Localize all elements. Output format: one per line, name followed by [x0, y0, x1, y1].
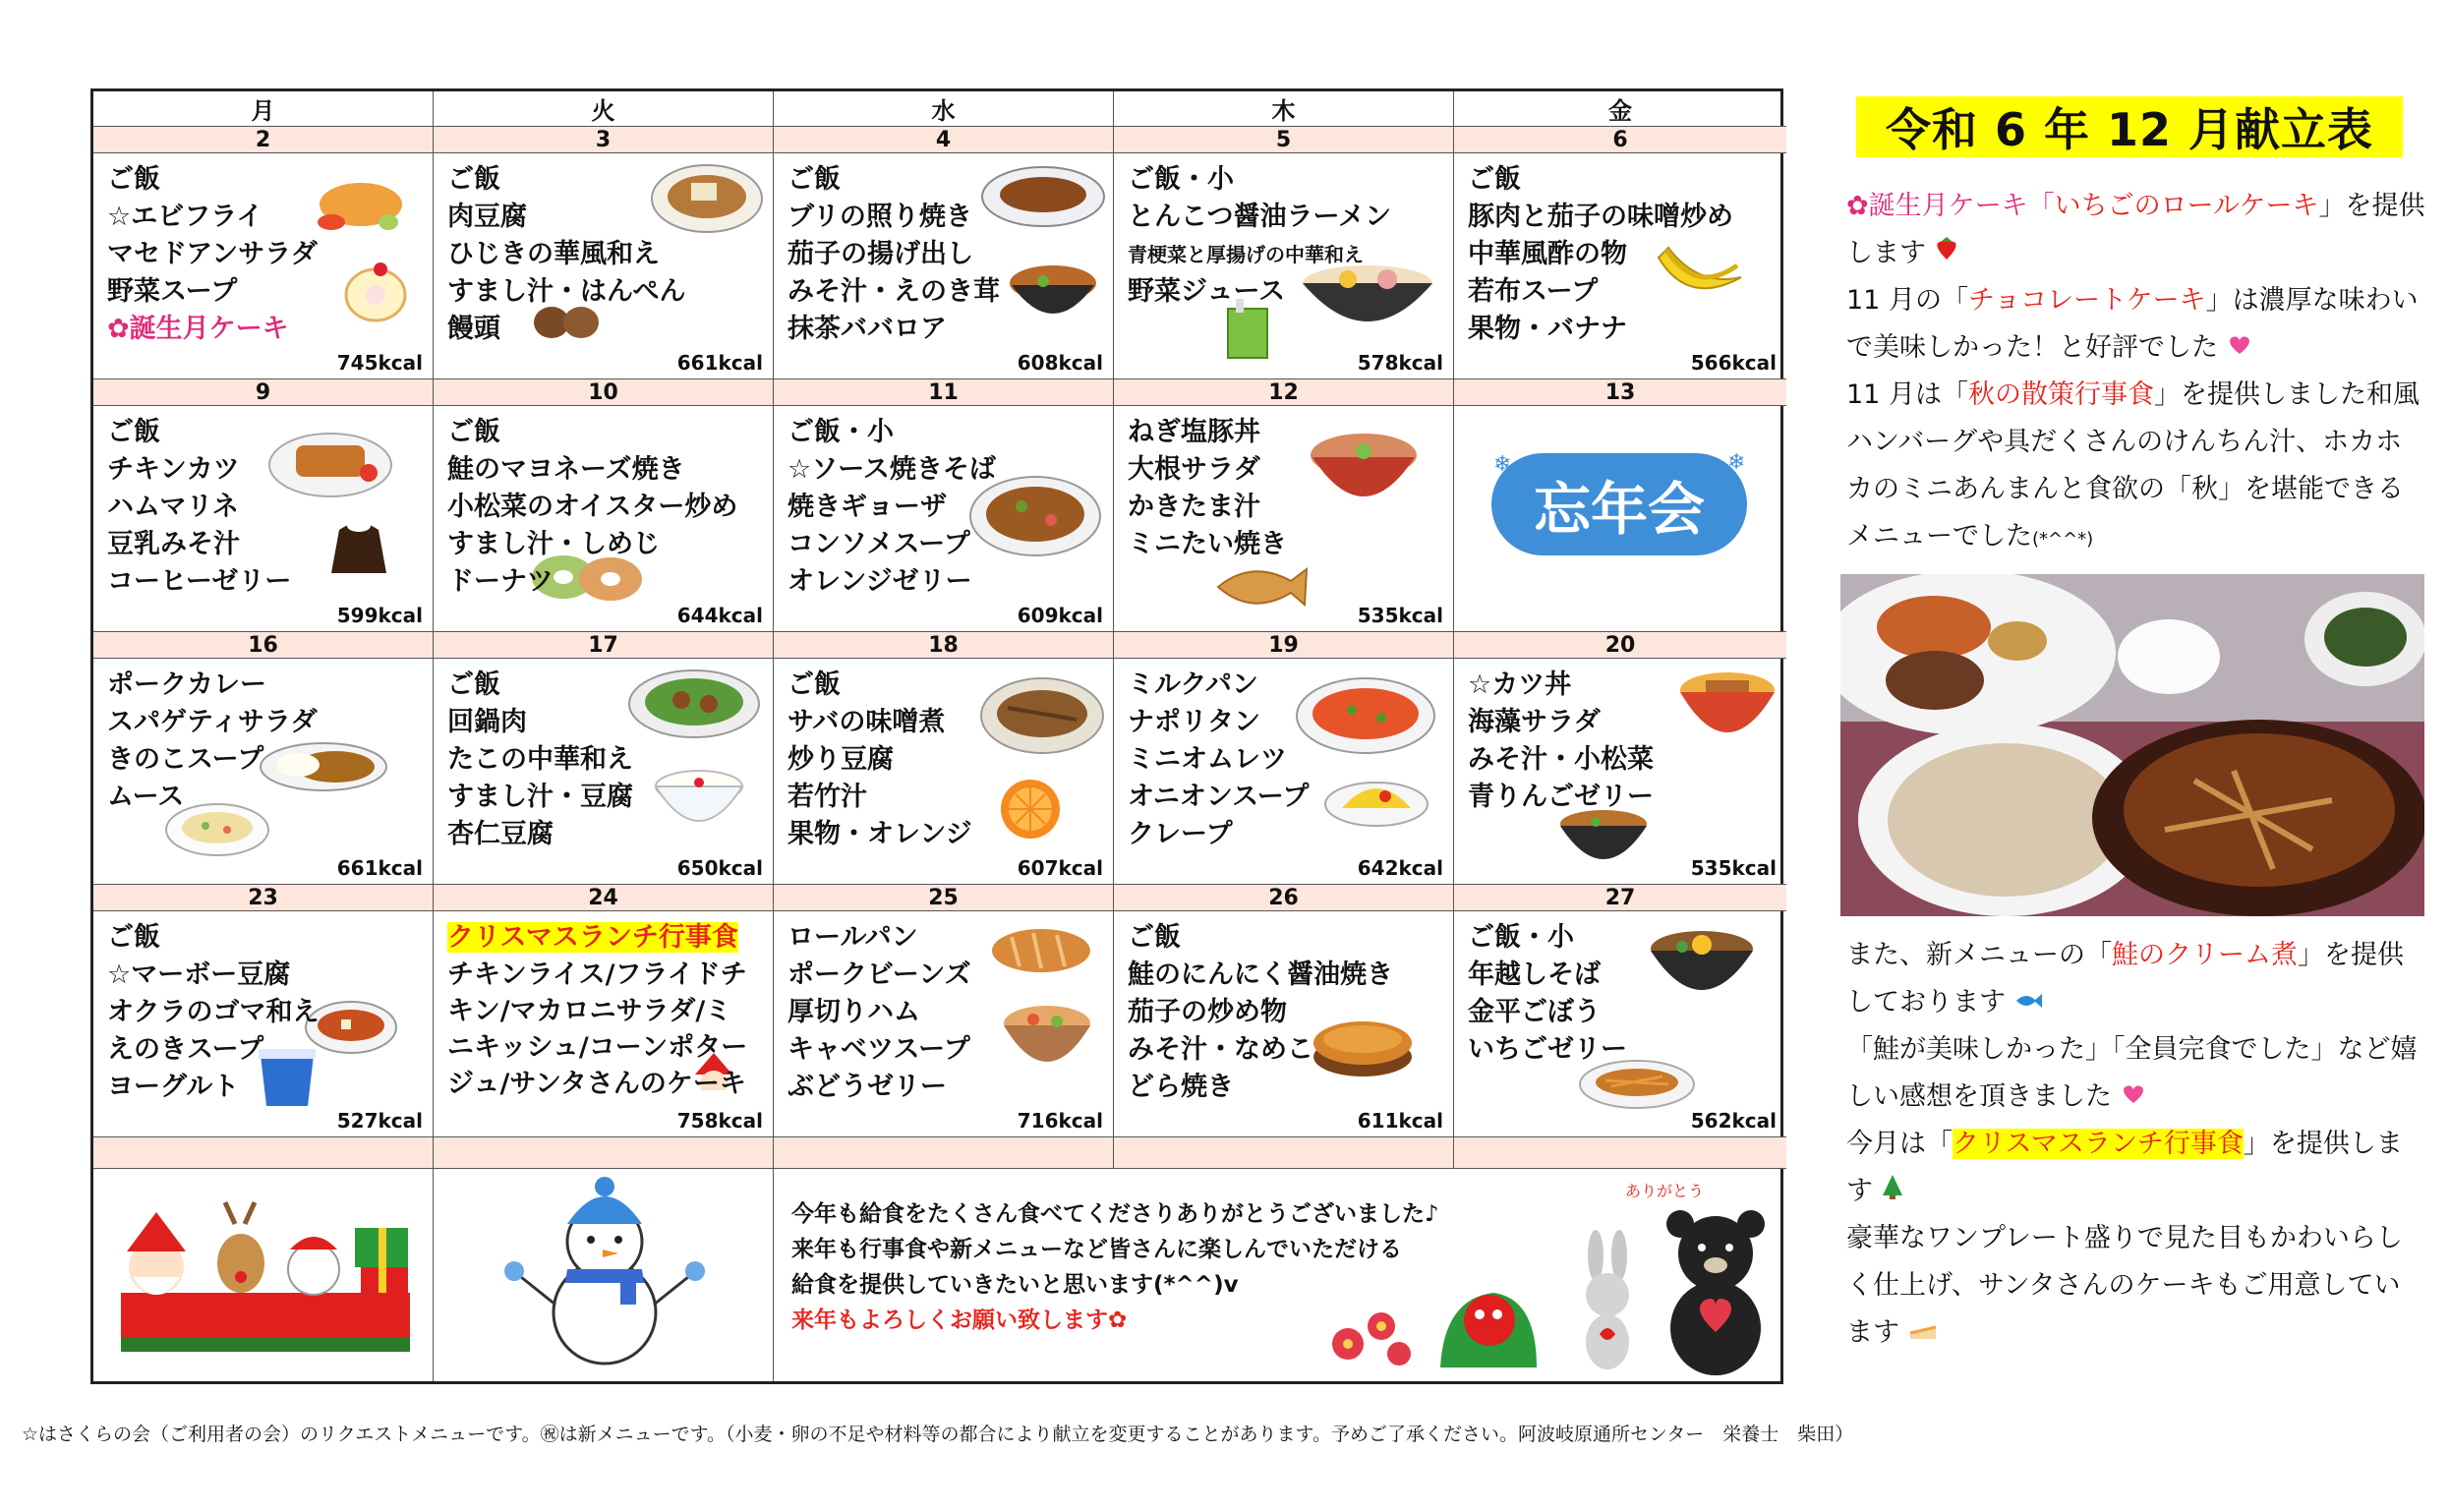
date-number: 23 [93, 885, 434, 911]
day-cell [93, 406, 434, 632]
menu-item: 若布スープ [1468, 276, 1599, 307]
note-highlight: 秋の散策行事食 [1967, 379, 2154, 410]
christmas-illustration-cell [93, 1169, 434, 1381]
day-cell [434, 911, 774, 1137]
menu-item: かきたま汁 [1128, 492, 1260, 522]
svg-text:❄: ❄ [1493, 452, 1512, 477]
menu-item: 中華風酢の物 [1468, 239, 1627, 269]
menu-item: 炒り豆腐 [787, 744, 894, 775]
menu-item: ブリの照り焼き [787, 202, 972, 232]
date-number: 19 [1114, 632, 1454, 659]
note-highlight: 鮭のクリーム煮 [2112, 940, 2298, 970]
santa-train-icon [113, 1194, 418, 1362]
date-number: 2 [93, 127, 434, 153]
spacer-cell [1114, 1137, 1454, 1169]
menu-item: クレープ [1128, 819, 1233, 849]
menu-item: えのきスープ [107, 1034, 264, 1065]
shishimai-lion-icon [1434, 1279, 1543, 1373]
note-text: 」を提供します [1846, 191, 2425, 268]
message-line: 今年も給食をたくさん食べてくださりありがとうございました♪ [791, 1201, 1439, 1227]
kcal-value: 608kcal [1017, 351, 1103, 375]
notes-block-1 [1846, 183, 2426, 563]
note-highlight: いちごのロールケーキ [2054, 191, 2319, 221]
menu-item: ご飯・小 [787, 417, 894, 447]
strawberry-icon [1935, 236, 1958, 262]
date-number: 24 [434, 885, 774, 911]
date-number: 25 [774, 885, 1114, 911]
menu-item: ご飯・小 [1128, 164, 1234, 195]
menu-item: ミニオムレツ [1128, 744, 1287, 775]
menu-item: キャベツスープ [787, 1034, 970, 1065]
menu-item: チキンカツ [107, 454, 240, 485]
menu-item: ✿誕生月ケーキ [107, 314, 289, 344]
menu-item: 杏仁豆腐 [447, 819, 554, 849]
note-text: 11 月は「 [1846, 379, 1968, 410]
kcal-value: 661kcal [336, 856, 423, 880]
event-highlight: クリスマスランチ行事食 [447, 922, 738, 953]
day-cell [774, 911, 1114, 1137]
menu-item: ご飯・小 [1468, 922, 1574, 953]
menu-item: コンソメスープ [787, 529, 970, 559]
kcal-value: 607kcal [1017, 856, 1103, 880]
message-cell [774, 1169, 1786, 1381]
weekday-wed: 水 [774, 91, 1114, 127]
weekday-thu: 木 [1114, 91, 1454, 127]
date-number: 17 [434, 632, 774, 659]
kcal-value: 644kcal [676, 604, 763, 627]
kcal-value: 566kcal [1690, 351, 1777, 375]
taiyaki-icon [1212, 561, 1311, 612]
menu-item: スパゲティサラダ [107, 707, 318, 737]
menu-item: すまし汁・豆腐 [447, 782, 633, 812]
date-number: 4 [774, 127, 1114, 153]
message-line: 給食を提供していきたいと思います(*^^)v [791, 1272, 1239, 1298]
day-cell [1114, 153, 1454, 379]
weekday-mon: 月 [93, 91, 434, 127]
menu-item: 焼きギョーザ [787, 492, 947, 522]
menu-item: マセドアンサラダ [107, 239, 318, 269]
menu-item: コーヒーゼリー [107, 566, 292, 597]
menu-item: ☆エビフライ [107, 202, 263, 232]
day-cell [774, 153, 1114, 379]
note-text: 」を提供しました和風ハンバーグや具だくさんのけんちん汁、ホカホカのミニあんまんと食欲の「秋」を堪能できるメニューでした [1846, 379, 2420, 552]
day-cell [1114, 659, 1454, 885]
day-cell [434, 659, 774, 885]
note-highlight: チョコレートケーキ [1967, 285, 2206, 316]
bear-with-heart-icon [1659, 1202, 1773, 1377]
kcal-value: 661kcal [676, 351, 763, 375]
menu-item: みそ汁・なめこ [1128, 1034, 1313, 1065]
menu-item: ミルクパン [1128, 669, 1258, 700]
page-title: 令和 6 年 12 月献立表 [1856, 96, 2403, 157]
spacer-cell [774, 1137, 1114, 1169]
menu-item: ポークビーンズ [787, 960, 971, 990]
menu-item: みそ汁・小松菜 [1468, 744, 1654, 775]
date-number: 11 [774, 379, 1114, 406]
menu-item: ねぎ塩豚丼 [1128, 417, 1260, 447]
menu-item: 果物・オレンジ [787, 819, 972, 849]
kcal-value: 535kcal [1357, 604, 1443, 627]
day-cell [1454, 659, 1786, 885]
spacer-cell [93, 1137, 434, 1169]
day-cell [1454, 406, 1786, 632]
note-text: 」を提供しております [1846, 940, 2404, 1018]
menu-item: ご飯 [447, 417, 500, 447]
kcal-value: 599kcal [336, 604, 423, 627]
note-text: また、新メニューの「 [1846, 940, 2112, 970]
menu-item: ナポリタン [1128, 707, 1260, 737]
menu-item: 厚切りハム [787, 997, 920, 1027]
menu-item: 野菜スープ [107, 276, 238, 307]
date-number: 16 [93, 632, 434, 659]
menu-item: ドーナツ [447, 566, 554, 597]
menu-item: ご飯 [447, 669, 500, 700]
snowman-illustration-cell [434, 1169, 774, 1381]
day-cell [774, 406, 1114, 632]
day-cell [93, 153, 434, 379]
menu-item: 青りんごゼリー [1468, 782, 1654, 812]
heart-icon [2227, 334, 2252, 356]
date-number: 3 [434, 127, 774, 153]
menu-item: 回鍋肉 [447, 707, 527, 737]
menu-item: きのこスープ [107, 744, 264, 775]
menu-item: 豆乳みそ汁 [107, 529, 240, 559]
date-number: 18 [774, 632, 1114, 659]
menu-item: オニオンスープ [1128, 782, 1310, 812]
cake-icon [1908, 1319, 1938, 1341]
weekday-fri: 金 [1454, 91, 1786, 127]
weekday-tue: 火 [434, 91, 774, 127]
menu-item: 抹茶ババロア [787, 314, 947, 344]
menu-item: 若竹汁 [787, 782, 867, 812]
notes-block-2 [1846, 932, 2426, 1357]
menu-item: ご飯 [787, 164, 841, 195]
menu-item: どら焼き [1128, 1072, 1234, 1102]
note-text: 」は濃厚な味わいで美味しかった！と好評でした [1846, 285, 2419, 363]
spacer-cell [1454, 1137, 1786, 1169]
day-cell [1454, 153, 1786, 379]
day-cell [1454, 911, 1786, 1137]
kcal-value: 578kcal [1357, 351, 1443, 375]
day-cell [434, 406, 774, 632]
day-cell [93, 911, 434, 1137]
note-text: 豪華なワンプレート盛りで見た目もかわいらしく仕上げ、サンタさんのケーキもご用意しています [1846, 1223, 2403, 1348]
menu-item: ポークカレー [107, 669, 266, 700]
date-number: 9 [93, 379, 434, 406]
date-number: 6 [1454, 127, 1786, 153]
menu-item: 小松菜のオイスター炒め [447, 492, 738, 522]
kcal-value: 609kcal [1017, 604, 1103, 627]
menu-calendar [90, 88, 1783, 1384]
kcal-value: 535kcal [1690, 856, 1777, 880]
kcal-value: 745kcal [336, 351, 423, 375]
arigatou-label: ありがとう [1625, 1182, 1705, 1200]
menu-item: ご飯 [107, 922, 160, 953]
date-number: 20 [1454, 632, 1786, 659]
menu-item: いちごゼリー [1468, 1034, 1627, 1065]
menu-item: ご飯 [1128, 922, 1181, 953]
kcal-value: 642kcal [1357, 856, 1443, 880]
menu-item: みそ汁・えのき茸 [787, 276, 1000, 307]
note-text: 」を提供します [1846, 1129, 2403, 1206]
menu-item: ご飯 [107, 164, 160, 195]
menu-item: オレンジゼリー [787, 566, 972, 597]
menu-item: ご飯 [107, 417, 160, 447]
menu-item: ロールパン [787, 922, 918, 953]
day-cell [1114, 911, 1454, 1137]
menu-item: ひじきの華風和え [447, 239, 660, 269]
menu-item: ミニたい焼き [1128, 529, 1287, 559]
menu-item: ご飯 [1468, 164, 1521, 195]
menu-item: ☆ソース焼きそば [787, 454, 996, 485]
menu-item: サバの味噌煮 [787, 707, 946, 737]
menu-item: すまし汁・はんぺん [447, 276, 686, 307]
menu-item: オクラのゴマ和え [107, 997, 320, 1027]
food-photo [1840, 574, 2424, 916]
menu-item: ムース [107, 782, 185, 812]
kcal-value: 562kcal [1690, 1109, 1777, 1133]
note-emoticon: (*^^*) [2032, 529, 2094, 550]
menu-item: ぶどうゼリー [787, 1072, 947, 1102]
menu-item: ハムマリネ [107, 492, 239, 522]
kcal-value: 716kcal [1017, 1109, 1103, 1133]
note-text: 「鮭が美味しかった」「全員完食でした」など嬉しい感想を頂きました [1846, 1034, 2418, 1112]
kcal-value: 650kcal [676, 856, 763, 880]
christmas-tree-icon [1882, 1174, 1903, 1199]
message-line: 来年も行事食や新メニューなど皆さんに楽しんでいただける [791, 1237, 1402, 1262]
note-text: 11 月の「 [1846, 285, 1968, 316]
date-number: 13 [1454, 379, 1786, 406]
fish-icon [2014, 991, 2042, 1011]
menu-item: 鮭のにんにく醤油焼き [1128, 960, 1393, 990]
menu-item: 鮭のマヨネーズ焼き [447, 454, 685, 485]
menu-item: ☆マーボー豆腐 [107, 960, 291, 990]
day-cell [1114, 406, 1454, 632]
menu-item: 青梗菜と厚揚げの中華和え [1128, 243, 1364, 266]
day-cell [434, 153, 774, 379]
kcal-value: 527kcal [336, 1109, 423, 1133]
menu-item: 野菜ジュース [1128, 276, 1286, 307]
snowman-icon [496, 1175, 713, 1371]
message-closing: 来年もよろしくお願い致します✿ [791, 1308, 1128, 1333]
date-number: 26 [1114, 885, 1454, 911]
menu-item: 果物・バナナ [1468, 314, 1627, 344]
menu-item: 金平ごぼう [1468, 997, 1601, 1027]
menu-item: 肉豆腐 [447, 202, 527, 232]
menu-item: ご飯 [787, 669, 841, 700]
spacer-cell [434, 1137, 774, 1169]
note-highlight: クリスマスランチ行事食 [1953, 1129, 2244, 1159]
date-number: 12 [1114, 379, 1454, 406]
menu-item: すまし汁・しめじ [447, 529, 660, 559]
footer-note: ☆はさくらの会（ご利用者の会）のリクエストメニューです。㊗は新メニューです。（小麦・卵の不足や材料等の都合により献立を変更することがあります。予めご了承ください。阿波岐原通所センター 栄養士 柴田） [22, 1424, 1854, 1445]
heart-icon [2121, 1083, 2146, 1105]
kcal-value: 758kcal [676, 1109, 763, 1133]
date-number: 10 [434, 379, 774, 406]
menu-item: 茄子の炒め物 [1128, 997, 1287, 1027]
date-number: 5 [1114, 127, 1454, 153]
menu-item: 茄子の揚げ出し [787, 239, 973, 269]
menu-item: ヨーグルト [107, 1072, 240, 1102]
menu-item: 饅頭 [447, 314, 500, 344]
event-label: 忘年会 [1533, 476, 1705, 543]
note-text: ✿誕生月ケーキ「 [1846, 191, 2055, 221]
menu-item: 海藻サラダ [1468, 707, 1601, 737]
svg-text:❄: ❄ [1727, 450, 1746, 475]
day-cell [774, 659, 1114, 885]
date-number: 27 [1454, 885, 1786, 911]
menu-item: 大根サラダ [1128, 454, 1260, 485]
day-cell [93, 659, 434, 885]
rabbit-icon [1570, 1226, 1645, 1373]
menu-item: とんこつ醤油ラーメン [1128, 202, 1392, 232]
menu-item: 年越しそば [1468, 960, 1601, 990]
menu-item-list: チキンライス/フライドチキン/マカロニサラダ/ミニキッシュ/コーンポタージュ/サンタさんのケーキ [447, 960, 748, 1099]
kcal-value: 611kcal [1357, 1109, 1443, 1133]
plum-flowers-icon [1324, 1305, 1423, 1369]
menu-item: たこの中華和え [447, 744, 633, 775]
menu-item: 豚肉と茄子の味噌炒め [1468, 202, 1733, 232]
menu-item: ご飯 [447, 164, 500, 195]
note-text: 今月は「 [1846, 1129, 1953, 1159]
menu-item: ☆カツ丼 [1468, 669, 1572, 700]
